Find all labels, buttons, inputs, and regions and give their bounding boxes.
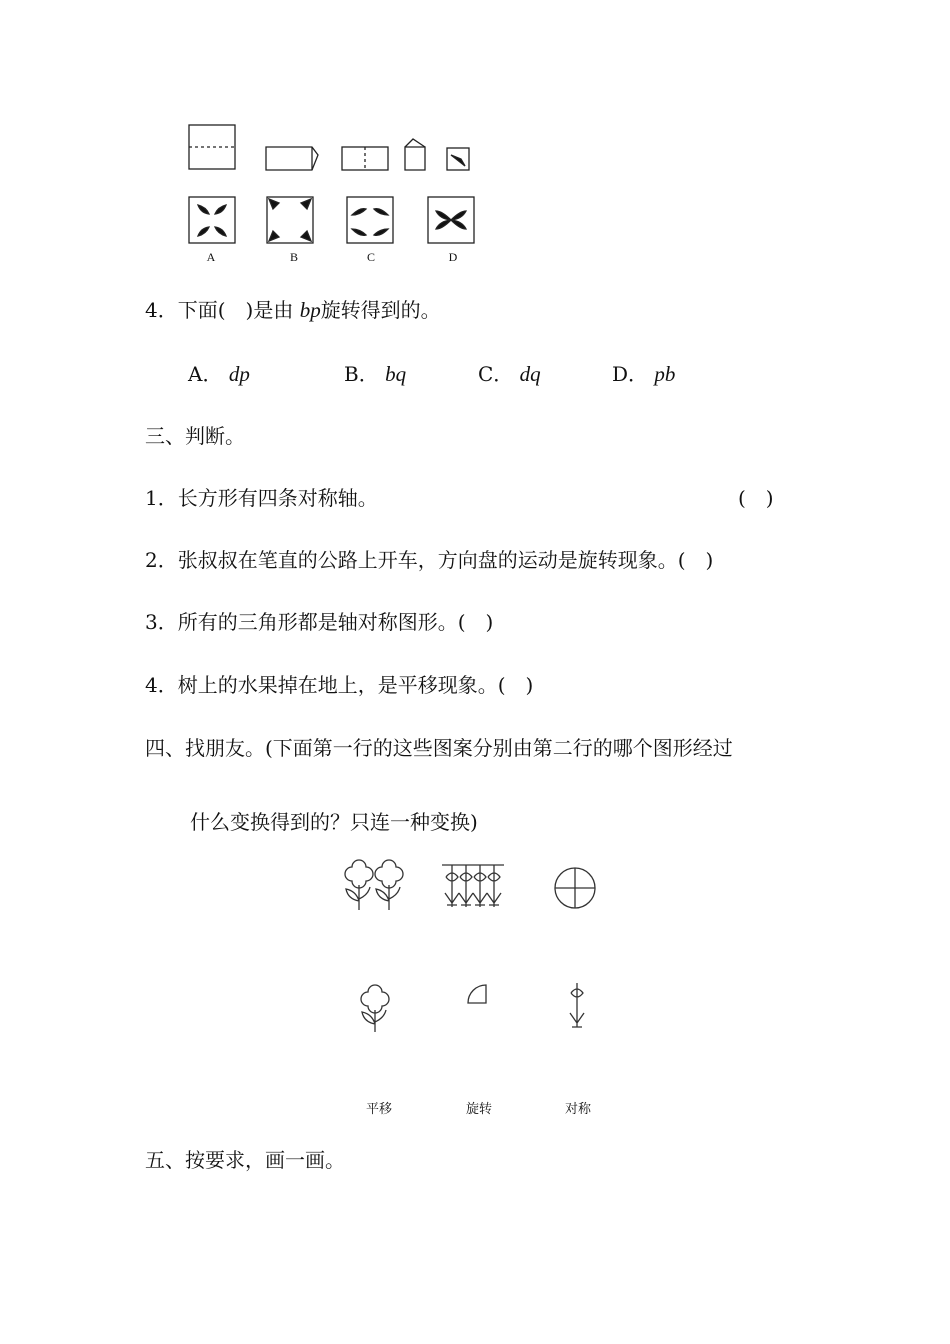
section-4-title-cont: 什么变换得到的？只连一种变换) <box>190 810 478 834</box>
matching-figures <box>330 855 610 1035</box>
question-suffix: 旋转得到的。 <box>320 298 441 322</box>
question-word: bp <box>299 298 321 322</box>
judge-item-4: 4．树上的水果掉在地上，是平移现象。( ) <box>145 673 534 697</box>
option-a-figure <box>189 197 235 243</box>
question-2-4 <box>145 298 441 322</box>
option-c-figure <box>347 197 393 243</box>
section-3-title: 三、判断。 <box>145 424 245 448</box>
paper-folding-figure <box>180 115 490 255</box>
option-label-d: D <box>448 250 458 264</box>
option-b: B． bq <box>344 362 407 386</box>
option-c: C． dq <box>478 362 541 386</box>
label-rotation: 旋转 <box>466 1102 493 1117</box>
judge-item-1: 1．长方形有四条对称轴。 <box>145 486 378 510</box>
label-symmetry: 对称 <box>565 1102 592 1117</box>
question-prefix: 4．下面( )是由 <box>145 298 300 322</box>
option-d-figure <box>428 197 474 243</box>
plant-row-icon <box>442 865 504 907</box>
option-label-a: A <box>206 250 216 264</box>
quarter-circle-icon <box>468 985 486 1003</box>
option-label-c: C <box>366 250 375 264</box>
circle-cross-icon <box>555 868 595 908</box>
section-5-title: 五、按要求，画一画。 <box>145 1148 345 1172</box>
label-translation: 平移 <box>366 1102 393 1117</box>
option-a: A． dp <box>188 362 250 386</box>
section-4-title: 四、找朋友。(下面第一行的这些图案分别由第二行的哪个图形经过 <box>145 736 733 760</box>
judge-item-1-blank: ( ) <box>738 486 774 510</box>
judge-item-3: 3．所有的三角形都是轴对称图形。( ) <box>145 610 494 634</box>
half-plant-icon <box>570 983 584 1027</box>
single-flower-icon <box>361 985 389 1032</box>
flower-pair-icon <box>345 860 403 910</box>
option-b-figure <box>267 197 313 243</box>
folding-steps <box>189 125 469 170</box>
judge-item-2: 2．张叔叔在笔直的公路上开车，方向盘的运动是旋转现象。( ) <box>145 548 714 572</box>
option-d: D． pb <box>612 362 676 386</box>
option-label-b: B <box>289 250 298 264</box>
